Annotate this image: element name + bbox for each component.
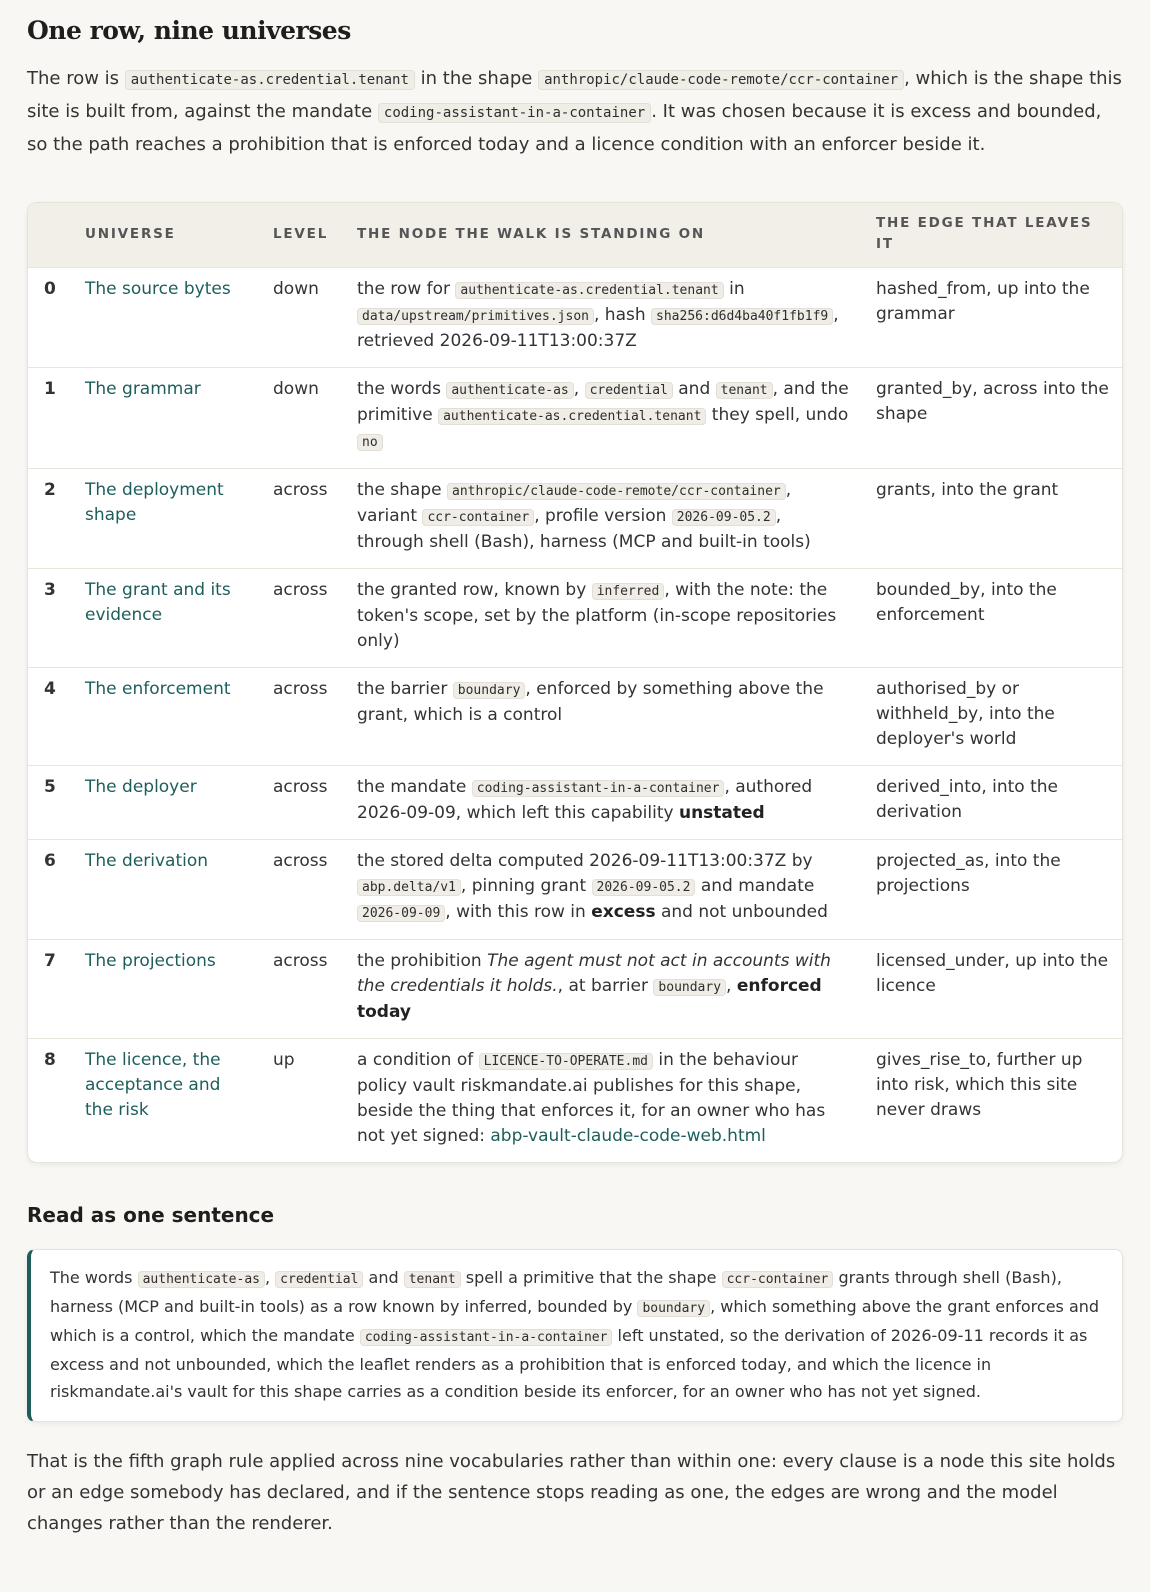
text-segment: , which something above the grant enforces and which is a control, which the mandate (50, 1297, 1100, 1345)
text-segment: a condition of (357, 1050, 479, 1070)
inline-code: coding-assistant-in-a-container (472, 780, 725, 797)
text-segment: the shape (357, 480, 448, 500)
row-universe: The grammar (73, 368, 261, 469)
row-level: across (261, 569, 345, 668)
row-level: across (261, 840, 345, 940)
row-edge: licensed_under, up into the licence (864, 940, 1122, 1039)
inline-code: authenticate-as.credential.tenant (438, 408, 706, 425)
inline-code: anthropic/claude-code-remote/ccr-container (447, 483, 786, 500)
table-row (28, 368, 1122, 469)
intro-code-mandate: coding-assistant-in-a-container (378, 103, 651, 123)
text-segment: , through shell (Bash), harness (MCP and built-in tools) (357, 506, 811, 552)
text-segment: , variant (357, 480, 792, 526)
page-title: One row, nine universes (27, 16, 351, 45)
row-level: across (261, 940, 345, 1039)
row-node (345, 840, 864, 940)
row-index: 7 (28, 940, 73, 1039)
row-index: 0 (28, 268, 73, 368)
emphasis-text: unstated (678, 803, 765, 823)
row-index: 6 (28, 840, 73, 940)
row-universe: The deployer (73, 766, 261, 840)
inline-code: ccr-container (722, 1271, 834, 1288)
row-edge: projected_as, into the projections (864, 840, 1122, 940)
inline-code: tenant (404, 1271, 461, 1288)
intro-text: , which is the shape this site is built from, against the mandate (27, 68, 1122, 122)
header-universe: UNIVERSE (73, 203, 261, 268)
row-edge: gives_rise_to, further up into risk, which this site never draws (864, 1039, 1122, 1163)
header-level: LEVEL (261, 203, 345, 268)
inline-code: credential (275, 1271, 363, 1288)
text-segment: in (723, 279, 745, 299)
row-node (345, 940, 864, 1039)
text-segment: the words (357, 379, 447, 399)
universes-table-card (27, 202, 1123, 1163)
emphasis-text: enforced today (357, 976, 822, 1022)
text-segment: , pinning grant (460, 876, 592, 896)
inline-code: ccr-container (422, 509, 534, 526)
inline-code: authenticate-as (138, 1271, 265, 1288)
intro-paragraph (27, 63, 1123, 160)
row-edge: hashed_from, up into the grammar (864, 268, 1122, 368)
inline-code: data/upstream/primitives.json (357, 308, 594, 325)
text-segment: left unstated, so the derivation of 2026-09-11 records it as excess and not unbounded, which the leaflet renders as a prohibition that is enforced today, and which the licence in riskmandate.ai's vault for this shape carries as a condition beside its enforcer, for an owner who has not yet signed. (50, 1326, 1088, 1401)
table-row (28, 840, 1122, 940)
inline-code: boundary (653, 979, 726, 996)
text-segment: and (363, 1268, 404, 1287)
row-edge: bounded_by, into the enforcement (864, 569, 1122, 668)
row-level: down (261, 268, 345, 368)
row-edge: derived_into, into the derivation (864, 766, 1122, 840)
text-segment: in the behaviour policy vault riskmandate.ai publishes for this shape, beside the thing that enforces it, for an owner who has not yet signed: (357, 1050, 826, 1146)
row-level: across (261, 766, 345, 840)
row-universe: The projections (73, 940, 261, 1039)
inline-code: 2026-09-09 (357, 905, 445, 922)
row-index: 4 (28, 668, 73, 766)
sentence-blockquote (27, 1249, 1123, 1422)
row-index: 3 (28, 569, 73, 668)
row-node (345, 569, 864, 668)
row-universe: The licence, the acceptance and the risk (73, 1039, 261, 1163)
universes-table (28, 203, 1122, 1162)
row-node (345, 766, 864, 840)
inline-code: boundary (453, 682, 526, 699)
table-row (28, 268, 1122, 368)
inline-code: boundary (637, 1300, 710, 1317)
text-segment: , at barrier (557, 976, 654, 996)
row-edge: grants, into the grant (864, 469, 1122, 569)
table-row (28, 940, 1122, 1039)
header-node: THE NODE THE WALK IS STANDING ON (345, 203, 864, 268)
text-segment: they spell, undo (706, 405, 849, 425)
inline-code: tenant (716, 382, 773, 399)
row-node (345, 668, 864, 766)
emphasis-text: excess (591, 902, 656, 922)
vault-link[interactable]: abp-vault-claude-code-web.html (490, 1126, 766, 1146)
row-index: 5 (28, 766, 73, 840)
row-node (345, 1039, 864, 1163)
text-segment: , with this row in (445, 902, 592, 922)
text-segment: , authored 2026-09-09, which left this capability (357, 777, 813, 823)
table-row (28, 766, 1122, 840)
inline-code: coding-assistant-in-a-container (360, 1329, 613, 1346)
inline-code: authenticate-as (446, 382, 573, 399)
text-segment: the prohibition (357, 951, 488, 971)
sentence-heading: Read as one sentence (27, 1203, 275, 1227)
inline-code: 2026-09-05.2 (592, 879, 696, 896)
row-index: 2 (28, 469, 73, 569)
table-body (28, 268, 1122, 1163)
text-segment: , enforced by something above the grant, which is a control (357, 679, 824, 725)
row-universe: The grant and its evidence (73, 569, 261, 668)
inline-code: inferred (592, 583, 665, 600)
text-segment: and (672, 379, 716, 399)
text-segment: , (265, 1268, 276, 1287)
text-segment: , profile version (534, 506, 672, 526)
row-level: across (261, 469, 345, 569)
row-universe: The source bytes (73, 268, 261, 368)
row-index: 1 (28, 368, 73, 469)
inline-code: authenticate-as.credential.tenant (455, 282, 723, 299)
intro-code-shape: anthropic/claude-code-remote/ccr-container (538, 70, 904, 90)
table-header-row (28, 203, 1122, 268)
row-node (345, 469, 864, 569)
inline-code: sha256:d6d4ba40f1fb1f9 (651, 308, 833, 325)
inline-code: LICENCE-TO-OPERATE.md (479, 1053, 653, 1070)
inline-code: abp.delta/v1 (357, 879, 461, 896)
text-segment: and not unbounded (655, 902, 828, 922)
text-segment: , hash (593, 305, 652, 325)
inline-code: credential (585, 382, 673, 399)
inline-code: 2026-09-05.2 (672, 509, 776, 526)
row-universe: The derivation (73, 840, 261, 940)
text-segment: and mandate (695, 876, 815, 896)
intro-text: . It was chosen because it is excess and bounded, so the path reaches a prohibition that is enforced today and a licence condition with an enforcer beside it. (27, 101, 1102, 155)
text-segment: the barrier (357, 679, 453, 699)
text-segment: , with the note: the token's scope, set by the platform (in-scope repositories only) (357, 580, 837, 651)
row-level: down (261, 368, 345, 469)
text-segment: , and the primitive (357, 379, 849, 425)
row-level: across (261, 668, 345, 766)
text-segment: spell a primitive that the shape (460, 1268, 722, 1287)
header-edge: THE EDGE THAT LEAVES IT (864, 203, 1122, 268)
row-edge: granted_by, across into the shape (864, 368, 1122, 469)
intro-text: The row is (27, 68, 125, 89)
text-segment: the mandate (357, 777, 472, 797)
text-segment: , retrieved 2026-09-11T13:00:37Z (357, 305, 839, 351)
row-index: 8 (28, 1039, 73, 1163)
intro-code-row: authenticate-as.credential.tenant (125, 70, 415, 90)
italic-text: The agent must not act in accounts with the credentials it holds. (357, 951, 831, 996)
text-segment: the row for (357, 279, 456, 299)
intro-text: in the shape (414, 68, 539, 89)
header-index (28, 203, 73, 268)
text-segment: The words (50, 1268, 138, 1287)
row-edge: authorised_by or withheld_by, into the deployer's world (864, 668, 1122, 766)
row-universe: The enforcement (73, 668, 261, 766)
text-segment: , (726, 976, 737, 996)
text-segment: grants through shell (Bash), harness (MCP and built-in tools) as a row known by inferred, bounded by (50, 1268, 1062, 1316)
table-row (28, 1039, 1122, 1163)
text-segment: , (573, 379, 585, 399)
table-row (28, 469, 1122, 569)
row-node (345, 368, 864, 469)
text-segment: the granted row, known by (357, 580, 592, 600)
text-segment: the stored delta computed 2026-09-11T13:00:37Z by (357, 851, 813, 871)
row-universe: The deployment shape (73, 469, 261, 569)
table-row (28, 569, 1122, 668)
closing-paragraph: That is the fifth graph rule applied across nine vocabularies rather than within one: every clause is a node this site holds or an edge somebody has declared, and if the sentence stops reading as one, the edges are wrong and the model changes rather than the renderer. (27, 1451, 1116, 1534)
inline-code: no (357, 434, 383, 451)
row-level: up (261, 1039, 345, 1163)
table-row (28, 668, 1122, 766)
row-node (345, 268, 864, 368)
